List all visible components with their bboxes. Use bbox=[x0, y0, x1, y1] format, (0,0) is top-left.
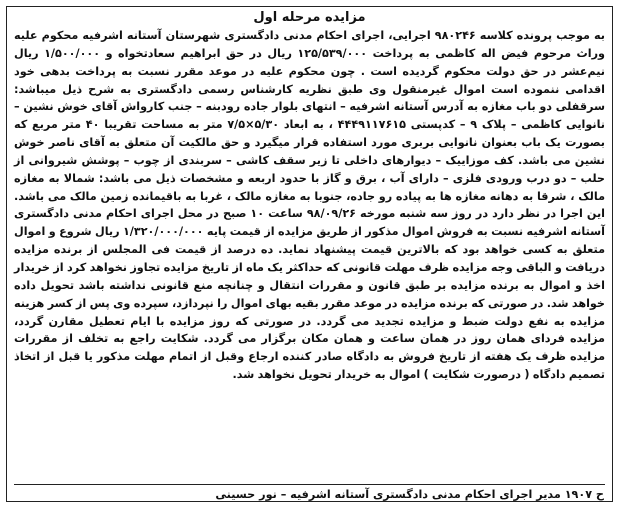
notice-title: مزایده مرحله اول bbox=[253, 10, 366, 25]
notice-footer: ح ۱۹۰۷ مدیر اجرای احکام مدنی دادگستری آستانه اشرفیه – نور حسینی bbox=[215, 488, 604, 501]
footer-divider bbox=[14, 484, 605, 485]
notice-body: به موجب پرونده کلاسه ۹۸۰۲۴۶ اجرایی، اجرای احکام مدنی دادگستری شهرستان آستانه اشرفیه محکوم علیه وراث مرحوم فیض اله کاظمی به پرداخت ۱۲۵/۵۳۹/۰۰۰ ریال در حق ابراهیم سعادتخواه و ۱/۵۰۰/۰۰۰ ریال نیم‌عشر در حق دولت محکوم گردیده است . چون محکوم علیه در موعد مقرر نسبت به پرداخت بدهی خود اقدامی ننموده است اموال غیرمنقول وی طبق نظریه کارشناس رسمی دادگستری به شرح ذیل میباشد: سرقفلی دو باب مغازه به آدرس آستانه اشرفیه – انتهای بلوار جاده رودبنه – جنب کارواش آقای خوش نشین – نانوایی کاظمی – پلاک ۹ – کدپستی ۴۴۴۹۱۱۷۶۱۵ ، به ابعاد ۵/۳۰×۷/۵ متر به مساحت تقریبا ۴۰ متر مربع که بصورت یک باب بعنوان نانوایی بربری مورد استفاده قرار میگیرد و حق مالکیت آن متعلق به آقای ناصر خوش نشین می باشد. کف موزاییک – دیوارهای داخلی تا زیر سقف کاشی – سربندی از چوب – پوشش شیروانی از حلب – دو درب ورودی فلزی – دارای آب ، برق و گاز با حدود اربعه و مشخصات ذیل می باشد: شمالا به مغازه مالک ، شرقا به دهانه مغازه ها به پیاده رو جاده، جنوبا به مغازه مالک ، غربا به باقیمانده زمین مالک می باشد. این اجرا در نظر دارد در روز سه شنبه مورخه ۹۸/۰۹/۲۶ ساعت ۱۰ صبح در محل اجرای احکام مدنی دادگستری آستانه اشرفیه نسبت به فروش اموال مذکور از طریق مزایده از قیمت پایه ۱/۳۲۰/۰۰۰/۰۰۰ ریال شروع و اموال متعلق به کسی خواهد بود که بالاترین قیمت پیشنهاد نماید. ده درصد از قیمت فی المجلس از برنده مزایده دریافت و الباقی وجه مزایده ظرف مهلت قانونی که حداکثر یک ماه از تاریخ مزایده تجاوز نخواهد کرد از خریدار اخذ و اموال به برنده مزایده بر طبق قانون و مقررات انتقال و چنانچه منع قانونی نداشته باشد تحویل داده خواهد شد. در صورتی که برنده مزایده در موعد مقرر بقیه بهای اموال را نپردازد، سپرده وی پس از کسر هزینه مزایده به نفع دولت ضبط و مزایده تجدید می گردد. در صورتی که روز مزایده با ایام تعطیل مقارن گردد، مزایده فردای همان روز در همان ساعت و همان مکان برگزار می گردد. شکایت راجع به تخلف از مقررات مزایده ظرف یک هفته از تاریخ فروش به دادگاه صادر کننده ارجاع وقبل از اتمام مهلت مذکور یا قبل از اتخاذ تصمیم دادگاه ( درصورت شکایت ) اموال به خریدار تحویل نخواهد شد. bbox=[14, 29, 605, 382]
notice-frame bbox=[6, 6, 613, 502]
